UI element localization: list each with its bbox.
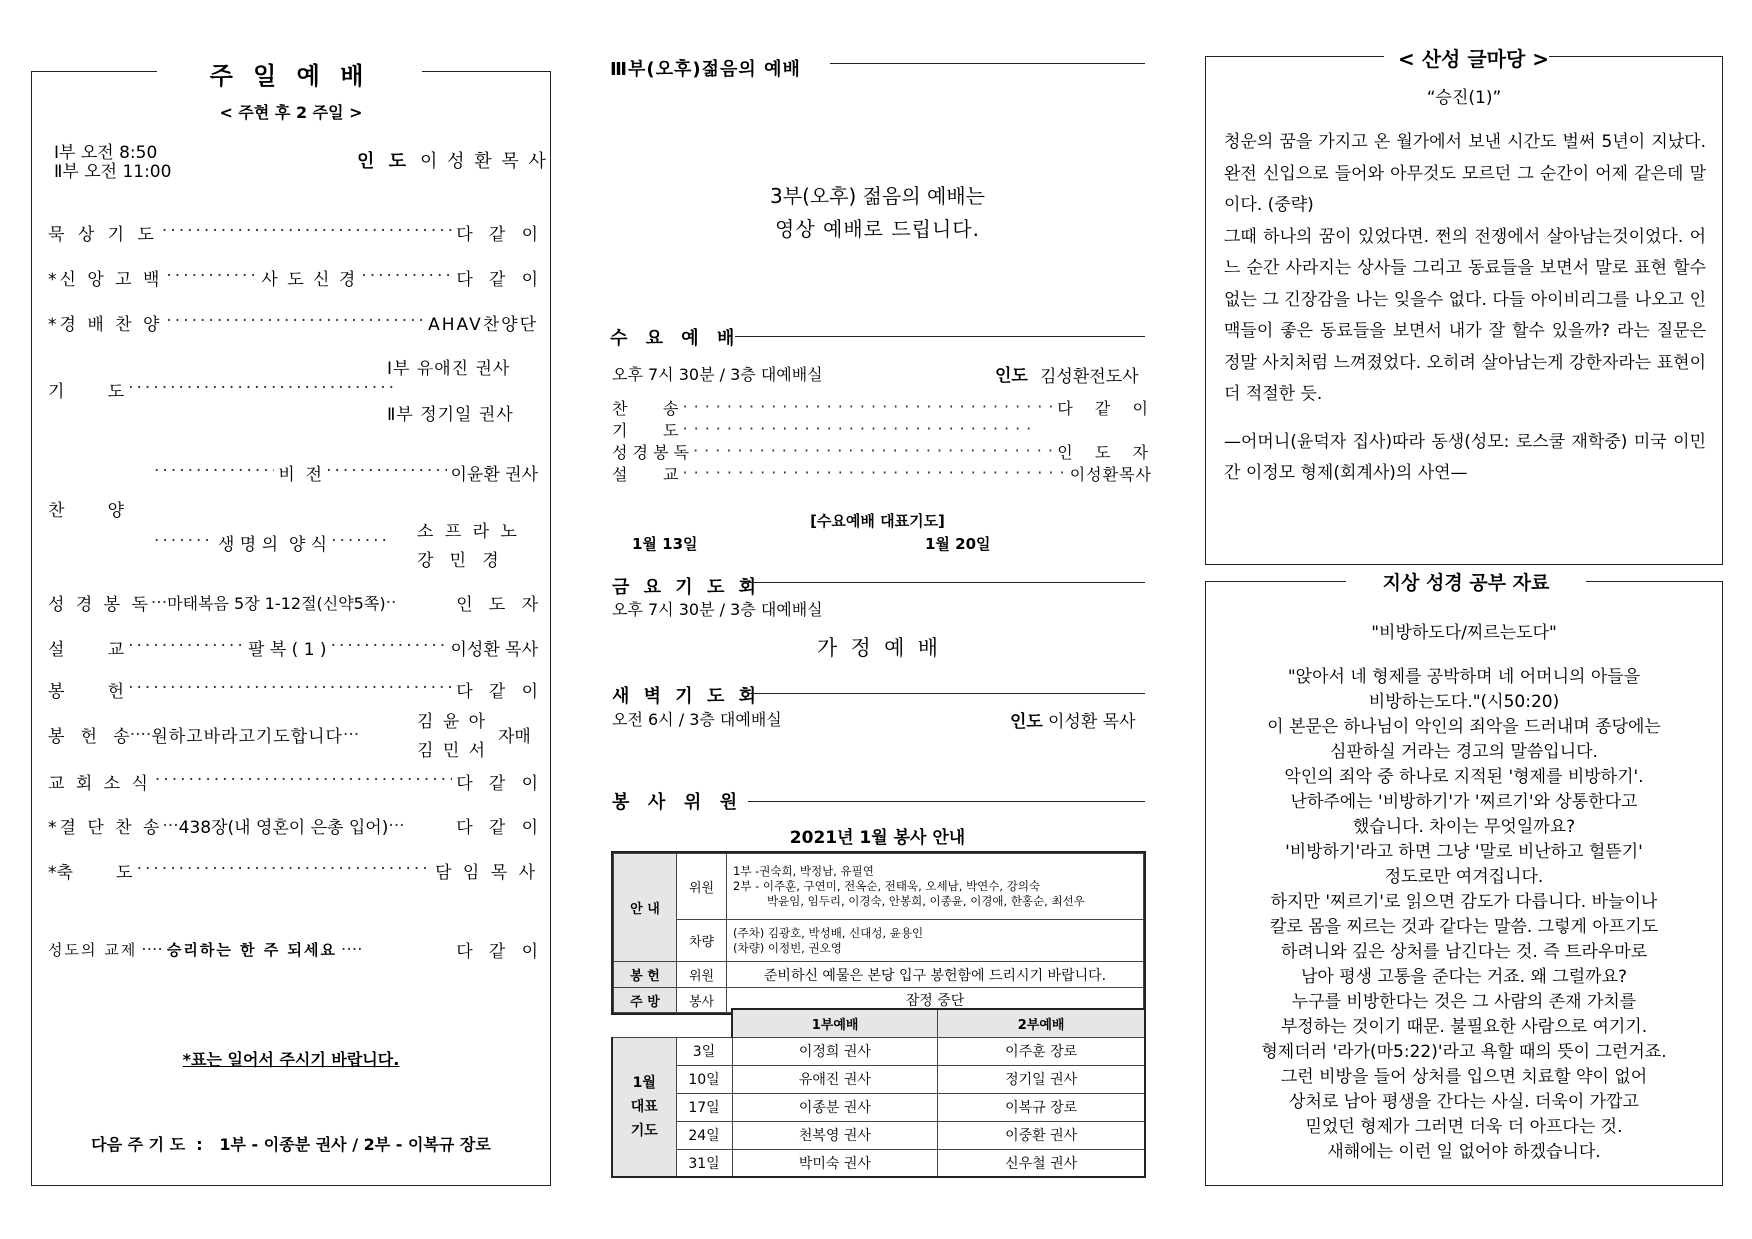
service-table [611,851,1146,1015]
committee-members [727,854,1144,920]
roster-side-label [612,1037,676,1177]
roster-first: 유애진 권사 [732,1065,938,1093]
writing-para-2: 그때 하나의 꿈이 있었다면. 쩐의 전쟁에서 살아남는것이었다. 어느 순간 사라지는 상사들 그리고 동료들을 보면서 말로 표현 할수 없는 그 긴장감을 나는 잊을수 없다. 다들 아이비리그를 나오고 인맥들이 좋은 동료들을 보면서 내가 잘 할수 있을까? 라는 질문은 정말 사치처럼 느껴졌었다. 오히려 살아남는게 강한자라는 표현이 더 적절한 듯. [1224,226,1706,404]
wed-item-scripture: 성 경 봉 독 ····· 인 도 자 [612,440,1152,463]
order-item-offertory: 봉 헌 송 ···· 원하고바라고기도합니다 ··· [48,724,360,747]
order-item-anthem: 찬 양 [48,501,125,521]
bible-line: 부정하는 것이기 때문. 불필요한 사람으로 여기기. [1280,1017,1648,1037]
bible-line: 악인의 죄악 중 하나로 지적된 '형제를 비방하기'. [1284,767,1644,787]
bible-study-title: 지상 성경 공부 자료 [1346,568,1586,595]
guide-label: 안 내 [614,854,677,962]
roster-header-1: 1부예배 [732,1009,938,1037]
standing-note: *표는 일어서 주시기 바랍니다. [182,1050,400,1069]
car-line-2: (차량) 이정빈, 권오영 [733,940,842,955]
offering-text: 준비하신 예물은 본당 입구 봉헌함에 드리시기 바랍니다. [727,962,1144,988]
committee-role: 위원 [677,854,727,920]
prayer-name-1: Ⅰ부 유애진 권사 [387,359,511,379]
order-item-offering: 봉 헌 ····· 다 같 이 [48,677,538,702]
committee-line-3: 박윤임, 임두리, 이경숙, 안봉희, 이종윤, 이경애, 한홍순, 최선우 [767,894,1085,908]
wed-item-hymn: 찬 송 ····· 다 같 이 [612,396,1152,419]
kitchen-text: 잠정 중단 [727,988,1144,1013]
bible-study-body [1210,665,1718,1165]
kitchen-label: 주 방 [614,988,677,1013]
young-worship-title: Ⅲ부(오후)젊음의 예배 [610,59,801,80]
roster-date: 31일 [676,1149,732,1177]
order-item-sermon: 설 교 ····· 팔 복 ( 1 ) ····· 이성환 목사 [48,635,538,660]
roster-second: 이주훈 장로 [938,1037,1145,1065]
wed-item-prayer: 기 도 ····· [612,418,1037,441]
roster-first: 이종분 권사 [732,1093,938,1121]
wednesday-leader-label: 인도 [995,366,1028,386]
order-item-creed: *신 앙 고 백 ····· 사 도 신 경 ····· 다 같 이 [48,265,538,290]
bible-line: 믿었던 형제가 그러면 더욱 더 아프다는 것. [1305,1117,1623,1137]
order-item-news: 교 회 소 식 ····· 다 같 이 [48,769,538,794]
car-role: 차량 [677,920,727,962]
order-item-praise: *경 배 찬 양 ····· AHAV찬양단 [48,310,538,335]
order-item-bread-of-life: ····· 생 명 의 양 식 ····· [150,530,395,555]
bible-study-subtitle: "비방하도다/찌르는도다" [1371,623,1557,643]
committee-line-1: 1부 -권숙희, 박정남, 유필연 [733,864,874,878]
friday-time: 오후 7시 30분 / 3층 대예배실 [612,600,823,619]
writing-para-3: —어머니(윤덕자 집사)따라 동생(성모: 로스쿨 재학중) 미국 이민 간 이정모 형제(회계사)의 사연— [1224,431,1706,483]
bible-line: 하지만 '찌르기'로 읽으면 감도가 다릅니다. 바늘이나 [1270,892,1658,912]
roster-date: 3일 [676,1037,732,1065]
dawn-line [748,693,1145,694]
roster-second: 이중환 권사 [938,1121,1145,1149]
sunday-subtitle: < 주현 후 2 주일 > [219,103,363,122]
young-message-1: 3부(오후) 젊음의 예배는 [770,184,985,208]
friday-line [748,582,1145,583]
service-committee-line [748,801,1145,802]
offering-label: 봉 헌 [614,962,677,988]
roster-first: 이정희 권사 [732,1037,938,1065]
next-week-prayer: 다음 주 기 도 : 1부 - 이종분 권사 / 2부 - 이복규 장로 [91,1135,491,1154]
roster-header-2: 2부예배 [938,1009,1145,1037]
dawn-leader: 이성환 목사 [1048,712,1136,732]
roster-side-l2: 대표 [630,1098,658,1115]
bible-line: 비방하는도다."(시50:20) [1368,692,1560,712]
roster-corner [612,1009,732,1037]
bible-line: 그런 비방을 들어 상처를 입으면 치료할 약이 없어 [1280,1067,1648,1087]
sunday-worship-title: 주 일 예 배 [157,56,422,91]
order-item-prayer: 기 도 ····· [48,377,400,402]
bible-line: 남아 평생 고통을 준다는 거죠. 왜 그럴까요? [1300,967,1628,987]
roster-second: 정기일 권사 [938,1065,1145,1093]
leader-label: 인 도 [357,151,411,172]
bible-line: 이 본문은 하나님이 악인의 죄악을 드러내며 종당에는 [1267,717,1661,737]
offering-role: 위원 [677,962,727,988]
committee-line-2: 2부 - 이주훈, 구연미, 전옥순, 전태욱, 오세남, 박연수, 강의숙 [733,879,1041,893]
roster-first: 박미숙 권사 [732,1149,938,1177]
bible-line: 난하주에는 '비방하기'가 '찌르기'와 상통한다고 [1290,792,1638,812]
car-line-1: (주차) 김광호, 박성배, 신대성, 윤용인 [733,925,924,940]
car-members [727,920,1144,962]
prayer-name-2: Ⅱ부 정기일 권사 [387,405,514,425]
service-time-2: Ⅱ부 오전 11:00 [54,162,172,182]
home-worship-title: 가 정 예 배 [816,636,939,660]
choir-singer: 강 민 경 [417,551,499,571]
writing-para-1: 청운의 꿈을 가지고 온 월가에서 보낸 시간도 벌써 5년이 지났다. 완전 신입으로 들어와 아무것도 모르던 그 순간이 어제 같은데 말이다. (중략) [1224,132,1706,215]
wed-prayer-title: [수요예배 대표기도] [810,512,945,530]
bible-line: '비방하기'라고 하면 그냥 '말로 비난하고 헐뜯기' [1285,842,1643,862]
roster-side-l3: 기도 [630,1122,658,1139]
service-time-1: Ⅰ부 오전 8:50 [54,143,158,163]
dawn-title: 새 벽 기 도 회 [612,686,761,707]
prayer-roster [611,1008,1146,1178]
wednesday-title: 수 요 예 배 [610,328,741,349]
leader-name: 이 성 환 목 사 [420,151,548,172]
wed-item-sermon: 설 교 ····· 이성환목사 [612,462,1152,485]
service-committee-title: 봉 사 위 원 [612,792,740,813]
bible-line: 누구를 비방한다는 것은 그 사람의 존재 가치를 [1291,992,1637,1012]
service-table-title: 2021년 1월 봉사 안내 [789,828,966,848]
roster-first: 천복영 권사 [732,1121,938,1149]
roster-date: 24일 [676,1121,732,1149]
order-item-scripture: 성 경 봉 독 ··· 마태복음 5장 1-12절(신약5쪽) ·· 인 도 자 [48,592,538,615]
order-item-fellowship: 성도의 교제 ···· 승리하는 한 주 되세요 ···· 다 같 이 [48,939,538,962]
dawn-time: 오전 6시 / 3층 대예배실 [612,710,782,729]
writing-subtitle: “승진(1)” [1426,88,1502,108]
roster-second: 신우철 권사 [938,1149,1145,1177]
roster-date: 17일 [676,1093,732,1121]
dawn-leader-label: 인도 [1010,712,1043,732]
writing-box [1205,47,1723,565]
order-item-benediction: *축 도 ····· 담 임 목 사 [48,858,538,883]
bible-line: "앉아서 네 형제를 공박하며 네 어머니의 아들을 [1287,667,1641,687]
sunday-worship-box [31,62,551,1186]
young-message-2: 영상 예배로 드립니다. [775,217,980,241]
offertory-suffix: 자매 [498,727,531,747]
bible-study-box [1205,572,1723,1186]
wednesday-line [735,336,1145,337]
order-item-vision: ····· 비 전 ····· 이윤환 권사 [150,460,538,485]
order-item-hymn: *결 단 찬 송 ··· 438장(내 영혼이 은총 입어) ··· 다 같 이 [48,815,538,838]
bible-line: 정도로만 여겨집니다. [1384,867,1544,887]
bible-line: 심판하실 거라는 경고의 말씀입니다. [1330,742,1598,762]
bible-line: 새해에는 이런 일 없어야 하겠습니다. [1327,1142,1601,1162]
wednesday-leader: 김성환전도사 [1040,367,1139,387]
roster-second: 이복규 장로 [938,1093,1145,1121]
bible-line: 했습니다. 차이는 무엇일까요? [1352,817,1576,837]
wed-prayer-date-2: 1월 20일 [925,535,991,553]
young-title-line [830,63,1145,64]
offertory-singer-1: 김 윤 아 [417,712,488,732]
bible-line: 칼로 몸을 찌르는 것과 같다는 말씀. 그렇게 아프기도 [1269,917,1659,937]
offertory-singer-2: 김 민 서 [417,741,488,761]
wed-prayer-date-1: 1월 13일 [632,535,698,553]
wednesday-time: 오후 7시 30분 / 3층 대예배실 [612,365,823,384]
bible-line: 형제더러 '라가(마5:22)'라고 욕할 때의 뜻이 그런거죠. [1261,1042,1667,1062]
choir-part: 소 프 라 노 [417,522,520,542]
kitchen-role: 봉사 [677,988,727,1013]
writing-body [1224,127,1706,490]
order-item-silent-prayer: 묵 상 기 도 ····· 다 같 이 [48,220,538,245]
roster-side-l1: 1월 [632,1074,656,1091]
bible-line: 상처로 남아 평생을 간다는 사실. 더욱이 가깝고 [1289,1092,1639,1112]
friday-title: 금 요 기 도 회 [612,577,761,598]
writing-title: < 산성 글마당 > [1384,43,1549,72]
roster-date: 10일 [676,1065,732,1093]
bible-line: 하려니와 깊은 상처를 남긴다는 것. 즉 트라우마로 [1280,942,1648,962]
